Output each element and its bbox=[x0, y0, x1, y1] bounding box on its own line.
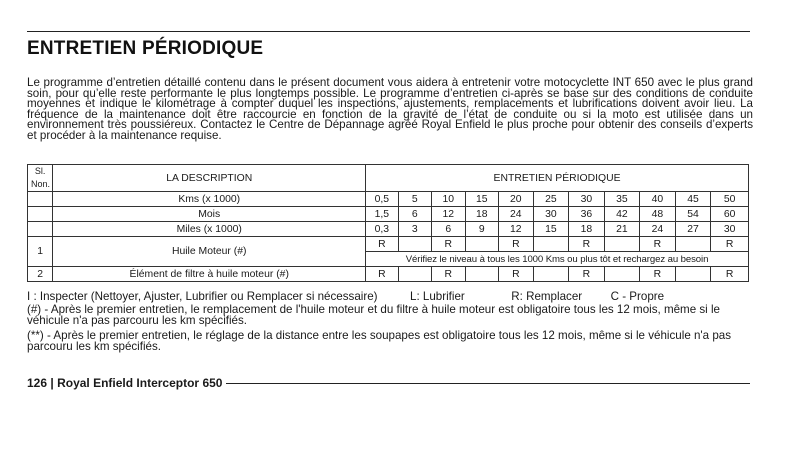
table-header-row bbox=[28, 165, 749, 192]
legend-replace: R: Remplacer bbox=[511, 290, 583, 303]
miles-cell: 18 bbox=[569, 222, 605, 237]
mark-cell: R bbox=[499, 237, 534, 252]
mark-cell bbox=[465, 267, 499, 282]
kms-cell: 15 bbox=[465, 192, 499, 207]
kms-cell: 10 bbox=[432, 192, 466, 207]
mark-cell: R bbox=[499, 267, 534, 282]
table-row bbox=[28, 237, 749, 252]
mark-cell: R bbox=[432, 237, 466, 252]
page-number: 126 bbox=[27, 376, 48, 390]
mark-cell bbox=[465, 237, 499, 252]
sl-header bbox=[28, 165, 53, 192]
miles-cell: 15 bbox=[533, 222, 569, 237]
kms-cell: 45 bbox=[675, 192, 711, 207]
legend bbox=[27, 290, 757, 303]
mark-cell bbox=[533, 267, 569, 282]
row-description: Huile Moteur (#) bbox=[53, 237, 366, 267]
page-footer bbox=[27, 376, 750, 390]
miles-cell: 6 bbox=[432, 222, 466, 237]
miles-cell: 30 bbox=[711, 222, 749, 237]
mark-cell: R bbox=[432, 267, 466, 282]
empty-cell bbox=[28, 207, 53, 222]
mark-cell bbox=[604, 267, 640, 282]
kms-label: Kms (x 1000) bbox=[53, 192, 366, 207]
mark-cell bbox=[675, 237, 711, 252]
mois-cell: 36 bbox=[569, 207, 605, 222]
legend-inspect: I : Inspecter (Nettoyer, Ajuster, Lubrifier ou Remplacer si nécessaire) bbox=[27, 290, 378, 303]
kms-cell: 0,5 bbox=[366, 192, 398, 207]
miles-label: Miles (x 1000) bbox=[53, 222, 366, 237]
mark-cell bbox=[533, 237, 569, 252]
sl-header-line1: Sl. bbox=[34, 166, 46, 176]
empty-cell bbox=[28, 222, 53, 237]
row-note: Vérifiez le niveau à tous les 1000 Kms ou plus tôt et rechargez au besoin bbox=[366, 252, 749, 267]
legend-lubricate: L: Lubrifier bbox=[410, 290, 465, 303]
page-title: ENTRETIEN PÉRIODIQUE bbox=[27, 38, 264, 59]
miles-cell: 0,3 bbox=[366, 222, 398, 237]
mark-cell bbox=[398, 237, 432, 252]
mois-cell: 6 bbox=[398, 207, 432, 222]
mois-row bbox=[28, 207, 749, 222]
top-rule bbox=[27, 31, 750, 32]
miles-cell: 24 bbox=[640, 222, 676, 237]
row-number: 2 bbox=[28, 267, 53, 282]
table-row bbox=[28, 267, 749, 282]
mark-cell: R bbox=[366, 267, 398, 282]
manual-title: Royal Enfield Interceptor 650 bbox=[57, 376, 223, 390]
miles-cell: 27 bbox=[675, 222, 711, 237]
note-oil: (#) - Après le premier entretien, le remplacement de l'huile moteur et du filtre à huile moteur est obligatoire tous les 12 mois, même si le véhicule n'a pas parcouru les km spécifiés. bbox=[27, 303, 721, 328]
miles-cell: 3 bbox=[398, 222, 432, 237]
notes bbox=[27, 304, 753, 356]
mois-cell: 30 bbox=[533, 207, 569, 222]
empty-cell bbox=[28, 192, 53, 207]
mois-label: Mois bbox=[53, 207, 366, 222]
kms-cell: 30 bbox=[569, 192, 605, 207]
miles-cell: 12 bbox=[499, 222, 534, 237]
mark-cell: R bbox=[569, 237, 605, 252]
mark-cell: R bbox=[569, 267, 605, 282]
mark-cell: R bbox=[640, 267, 676, 282]
mois-cell: 12 bbox=[432, 207, 466, 222]
mark-cell: R bbox=[711, 237, 749, 252]
mark-cell: R bbox=[640, 237, 676, 252]
description-header: LA DESCRIPTION bbox=[53, 165, 366, 192]
mois-cell: 48 bbox=[640, 207, 676, 222]
kms-cell: 35 bbox=[604, 192, 640, 207]
schedule-header: ENTRETIEN PÉRIODIQUE bbox=[366, 165, 749, 192]
mark-cell bbox=[604, 237, 640, 252]
miles-row bbox=[28, 222, 749, 237]
mois-cell: 24 bbox=[499, 207, 534, 222]
mois-cell: 42 bbox=[604, 207, 640, 222]
mois-cell: 18 bbox=[465, 207, 499, 222]
footer-separator: | bbox=[50, 376, 54, 390]
kms-cell: 40 bbox=[640, 192, 676, 207]
row-description: Élément de filtre à huile moteur (#) bbox=[53, 267, 366, 282]
mark-cell bbox=[675, 267, 711, 282]
kms-cell: 50 bbox=[711, 192, 749, 207]
mark-cell bbox=[398, 267, 432, 282]
note-valves: (**) - Après le premier entretien, le réglage de la distance entre les soupapes est obligatoire tous les 12 mois, même si le véhicule n'a pas parcouru les km spécifiés. bbox=[27, 328, 732, 354]
sl-header-line2: Non. bbox=[31, 179, 51, 189]
kms-cell: 25 bbox=[533, 192, 569, 207]
legend-clean: C - Propre bbox=[610, 290, 665, 303]
kms-cell: 5 bbox=[398, 192, 432, 207]
miles-cell: 21 bbox=[604, 222, 640, 237]
miles-cell: 9 bbox=[465, 222, 499, 237]
kms-cell: 20 bbox=[499, 192, 534, 207]
kms-row bbox=[28, 192, 749, 207]
row-number: 1 bbox=[28, 237, 53, 267]
footer-rule bbox=[226, 383, 750, 384]
mark-cell: R bbox=[366, 237, 398, 252]
intro-paragraph: Le programme d’entretien détaillé contenu dans le présent document vous aidera à entretenir votre motocyclette INT 650 avec le plus grand soin, pour qu’elle reste performante le plus longtemps possible. Le programme d’entretien ci-après se base sur des conditions de conduite moyennes et indique le kilométrage à compter duquel les inspections, ajustements, remplacements et lubrifications doivent avoir lieu. La fréquence de la maintenance doit être raccourcie en fonction de la gravité de l’état de conduite ou si la moto est utilisée dans un environnement très poussiéreux. Contactez le Centre de Dépannage agréé Royal Enfield le plus proche pour obtenir des conseils d’experts et procéder à la maintenance requise. bbox=[27, 76, 753, 142]
footer-text bbox=[27, 376, 226, 390]
mark-cell: R bbox=[711, 267, 749, 282]
maintenance-table bbox=[27, 164, 749, 282]
mois-cell: 1,5 bbox=[366, 207, 398, 222]
mois-cell: 60 bbox=[711, 207, 749, 222]
mois-cell: 54 bbox=[675, 207, 711, 222]
